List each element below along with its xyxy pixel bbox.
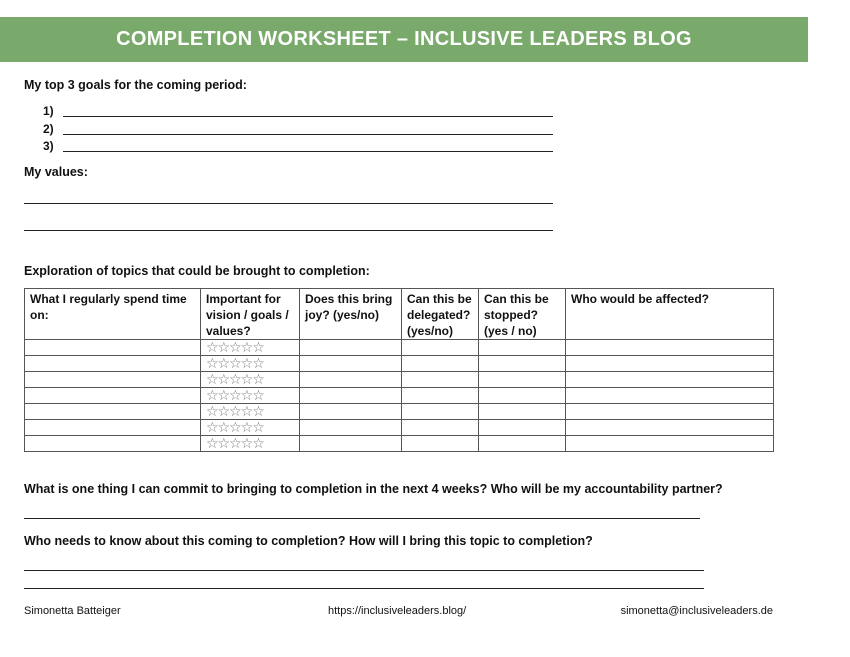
stopped-cell[interactable] — [479, 372, 566, 388]
star-rating-icon[interactable]: ☆☆☆☆☆ — [206, 419, 264, 435]
table-row — [25, 340, 774, 356]
goal-number-3: 3) — [43, 139, 54, 153]
table-row — [25, 388, 774, 404]
star-rating-icon[interactable]: ☆☆☆☆☆ — [206, 371, 264, 387]
stopped-cell[interactable] — [479, 388, 566, 404]
table-row — [25, 404, 774, 420]
stopped-cell[interactable] — [479, 404, 566, 420]
star-rating-icon[interactable]: ☆☆☆☆☆ — [206, 387, 264, 403]
delegated-cell[interactable] — [402, 372, 479, 388]
affected-cell[interactable] — [566, 404, 774, 420]
time-spent-cell[interactable] — [25, 372, 201, 388]
affected-cell[interactable] — [566, 388, 774, 404]
affected-cell[interactable] — [566, 420, 774, 436]
delegated-cell[interactable] — [402, 404, 479, 420]
delegated-cell[interactable] — [402, 436, 479, 452]
commit-answer-line[interactable] — [24, 518, 700, 519]
goal-3-line[interactable] — [63, 151, 553, 152]
joy-cell[interactable] — [300, 356, 402, 372]
importance-cell[interactable] — [201, 436, 300, 452]
time-spent-cell[interactable] — [25, 388, 201, 404]
column-header-importance: Important for vision / goals / values? — [201, 289, 300, 340]
goals-heading: My top 3 goals for the coming period: — [24, 78, 247, 92]
table-row — [25, 372, 774, 388]
importance-cell[interactable] — [201, 372, 300, 388]
inform-answer-line-1[interactable] — [24, 570, 704, 571]
star-rating-icon[interactable]: ☆☆☆☆☆ — [206, 403, 264, 419]
column-header-time-spent: What I regularly spend time on: — [25, 289, 201, 340]
joy-cell[interactable] — [300, 404, 402, 420]
joy-cell[interactable] — [300, 388, 402, 404]
goal-2-line[interactable] — [63, 134, 553, 135]
importance-cell[interactable] — [201, 404, 300, 420]
column-header-stopped: Can this be stopped? (yes / no) — [479, 289, 566, 340]
worksheet-title-banner — [0, 17, 808, 62]
stopped-cell[interactable] — [479, 356, 566, 372]
inform-question: Who needs to know about this coming to completion? How will I bring this topic to completion? — [24, 534, 593, 548]
affected-cell[interactable] — [566, 340, 774, 356]
exploration-table — [24, 288, 774, 452]
values-line-2[interactable] — [24, 230, 553, 231]
table-row — [25, 436, 774, 452]
affected-cell[interactable] — [566, 436, 774, 452]
stopped-cell[interactable] — [479, 436, 566, 452]
table-header-row — [25, 289, 774, 340]
commit-question: What is one thing I can commit to bringing to completion in the next 4 weeks? Who will be my accountability partner? — [24, 482, 723, 496]
affected-cell[interactable] — [566, 372, 774, 388]
star-rating-icon[interactable]: ☆☆☆☆☆ — [206, 339, 264, 355]
inform-answer-line-2[interactable] — [24, 588, 704, 589]
importance-cell[interactable] — [201, 340, 300, 356]
values-line-1[interactable] — [24, 203, 553, 204]
joy-cell[interactable] — [300, 340, 402, 356]
delegated-cell[interactable] — [402, 340, 479, 356]
delegated-cell[interactable] — [402, 356, 479, 372]
table-row — [25, 420, 774, 436]
goal-number-1: 1) — [43, 104, 54, 118]
column-header-affected: Who would be affected? — [566, 289, 774, 340]
footer-author: Simonetta Batteiger — [24, 605, 121, 617]
importance-cell[interactable] — [201, 420, 300, 436]
delegated-cell[interactable] — [402, 420, 479, 436]
column-header-joy: Does this bring joy? (yes/no) — [300, 289, 402, 340]
footer-url[interactable]: https://inclusiveleaders.blog/ — [328, 605, 467, 617]
goal-number-2: 2) — [43, 122, 54, 136]
stopped-cell[interactable] — [479, 340, 566, 356]
time-spent-cell[interactable] — [25, 436, 201, 452]
star-rating-icon[interactable]: ☆☆☆☆☆ — [206, 355, 264, 371]
footer-email[interactable]: simonetta@inclusiveleaders.de — [620, 605, 773, 617]
star-rating-icon[interactable]: ☆☆☆☆☆ — [206, 435, 264, 451]
importance-cell[interactable] — [201, 388, 300, 404]
column-header-delegated: Can this be delegated? (yes/no) — [402, 289, 479, 340]
table-row — [25, 356, 774, 372]
joy-cell[interactable] — [300, 436, 402, 452]
stopped-cell[interactable] — [479, 420, 566, 436]
joy-cell[interactable] — [300, 372, 402, 388]
values-heading: My values: — [24, 165, 88, 179]
time-spent-cell[interactable] — [25, 404, 201, 420]
goal-1-line[interactable] — [63, 116, 553, 117]
time-spent-cell[interactable] — [25, 340, 201, 356]
delegated-cell[interactable] — [402, 388, 479, 404]
time-spent-cell[interactable] — [25, 356, 201, 372]
time-spent-cell[interactable] — [25, 420, 201, 436]
joy-cell[interactable] — [300, 420, 402, 436]
exploration-heading: Exploration of topics that could be brought to completion: — [24, 264, 370, 278]
affected-cell[interactable] — [566, 356, 774, 372]
worksheet-title: COMPLETION WORKSHEET – INCLUSIVE LEADERS BLOG — [116, 28, 692, 50]
importance-cell[interactable] — [201, 356, 300, 372]
